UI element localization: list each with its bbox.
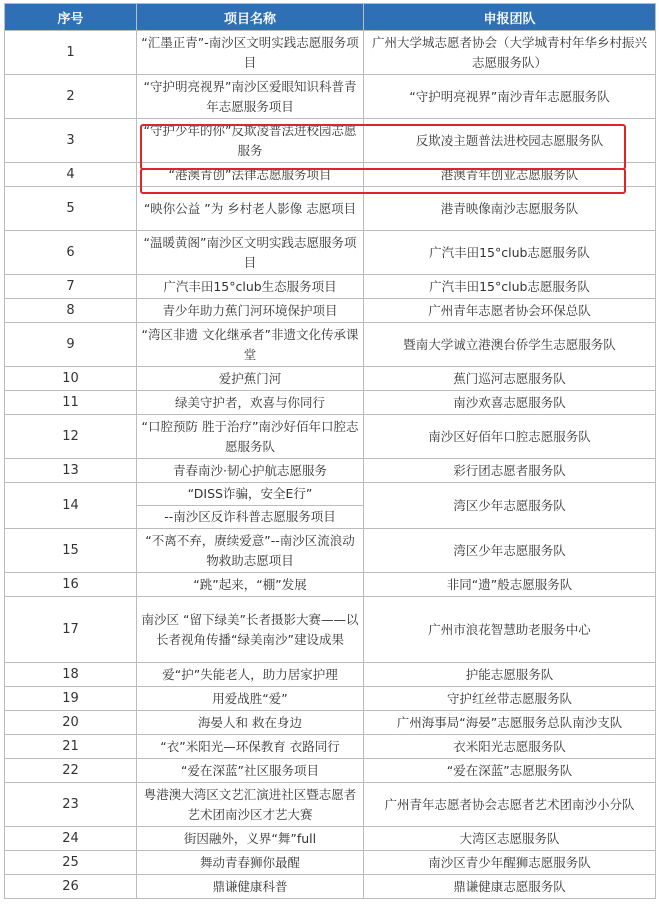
team-name: 非同“遗”般志愿服务队 <box>364 573 656 597</box>
table-row <box>5 415 656 459</box>
project-name: “衣”米阳光—环保教育 衣路同行 <box>137 735 364 759</box>
table-row <box>5 851 656 875</box>
project-name: “湾区非遗 文化继承者”非遗文化传承课堂 <box>137 323 364 367</box>
table-row <box>5 163 656 187</box>
team-name: 南沙区青少年醒狮志愿服务队 <box>364 851 656 875</box>
table-row <box>5 687 656 711</box>
table-row <box>5 31 656 75</box>
team-name: 广州青年志愿者协会环保总队 <box>364 299 656 323</box>
row-number: 2 <box>5 75 137 119</box>
row-number: 8 <box>5 299 137 323</box>
team-name: “爱在深蓝”志愿服务队 <box>364 759 656 783</box>
project-name: “守护明亮视界”南沙区爱眼知识科普青年志愿服务项目 <box>137 75 364 119</box>
team-name: 广州大学城志愿者协会（大学城青村年华乡村振兴志愿服务队） <box>364 31 656 75</box>
project-name: “映你公益 ”为 乡村老人影像 志愿项目 <box>137 187 364 231</box>
team-name: 广汽丰田15°club志愿服务队 <box>364 231 656 275</box>
row-number: 6 <box>5 231 137 275</box>
project-name: 广汽丰田15°club生态服务项目 <box>137 275 364 299</box>
team-name: 广州青年志愿者协会志愿者艺术团南沙小分队 <box>364 783 656 827</box>
table-row <box>5 275 656 299</box>
project-name: 绿美守护者，欢喜与你同行 <box>137 391 364 415</box>
project-name: 南沙区 “留下绿美”长者摄影大赛——以长者视角传播“绿美南沙”建设成果 <box>137 597 364 663</box>
team-name: 蕉门巡河志愿服务队 <box>364 367 656 391</box>
project-name: 鼎谦健康科普 <box>137 875 364 899</box>
project-name: 爱护蕉门河 <box>137 367 364 391</box>
project-name: 青春南沙·韧心护航志愿服务 <box>137 459 364 483</box>
row-number: 12 <box>5 415 137 459</box>
project-name: “守护少年的你”反欺凌普法进校园志愿服务 <box>137 119 364 163</box>
table-row <box>5 783 656 827</box>
table-row <box>5 367 656 391</box>
row-number: 11 <box>5 391 137 415</box>
table-row <box>5 875 656 899</box>
project-name: 舞动青春狮你最醒 <box>137 851 364 875</box>
table-row <box>5 299 656 323</box>
row-number: 23 <box>5 783 137 827</box>
team-name: 守护红丝带志愿服务队 <box>364 687 656 711</box>
table-row <box>5 323 656 367</box>
project-name: 海晏人和 救在身边 <box>137 711 364 735</box>
row-number: 3 <box>5 119 137 163</box>
project-name: 爱“护”失能老人，助力居家护理 <box>137 663 364 687</box>
team-name: 湾区少年志愿服务队 <box>364 529 656 573</box>
table-row <box>5 827 656 851</box>
team-name: 彩行团志愿者服务队 <box>364 459 656 483</box>
team-name: 暨南大学诚立港澳台侨学生志愿服务队 <box>364 323 656 367</box>
row-number: 5 <box>5 187 137 231</box>
table-row <box>5 663 656 687</box>
row-number: 18 <box>5 663 137 687</box>
row-number: 25 <box>5 851 137 875</box>
table-row <box>5 529 656 573</box>
row-number: 26 <box>5 875 137 899</box>
row-number: 9 <box>5 323 137 367</box>
row-number: 16 <box>5 573 137 597</box>
row-number: 4 <box>5 163 137 187</box>
row-number: 24 <box>5 827 137 851</box>
project-name: 街因融外，义界“舞”full <box>137 827 364 851</box>
header-row <box>5 4 656 31</box>
row-number: 15 <box>5 529 137 573</box>
header-team: 申报团队 <box>364 4 656 31</box>
project-name: “爱在深蓝”社区服务项目 <box>137 759 364 783</box>
row-number: 10 <box>5 367 137 391</box>
header-no: 序号 <box>5 4 137 31</box>
table-row <box>5 119 656 163</box>
team-name: 湾区少年志愿服务队 <box>364 483 656 529</box>
table-row <box>5 597 656 663</box>
team-name: 大湾区志愿服务队 <box>364 827 656 851</box>
project-name: “不离不弃，赓续爱意”--南沙区流浪动物救助志愿项目 <box>137 529 364 573</box>
row-number: 22 <box>5 759 137 783</box>
row-number: 17 <box>5 597 137 663</box>
row-number: 20 <box>5 711 137 735</box>
table-row <box>5 187 656 231</box>
table-row <box>5 483 656 506</box>
table-row <box>5 391 656 415</box>
project-name: “DISS诈骗，安全E行” <box>137 483 364 506</box>
row-number: 1 <box>5 31 137 75</box>
row-number: 7 <box>5 275 137 299</box>
table-row <box>5 573 656 597</box>
row-number: 19 <box>5 687 137 711</box>
row-number: 21 <box>5 735 137 759</box>
table-row <box>5 231 656 275</box>
header-project: 项目名称 <box>137 4 364 31</box>
row-number: 13 <box>5 459 137 483</box>
table-row <box>5 759 656 783</box>
team-name: 港澳青年创业志愿服务队 <box>364 163 656 187</box>
team-name: 反欺凌主题普法进校园志愿服务队 <box>364 119 656 163</box>
row-number: 14 <box>5 483 137 529</box>
team-name: 广汽丰田15°club志愿服务队 <box>364 275 656 299</box>
table-row <box>5 75 656 119</box>
team-name: 港青映像南沙志愿服务队 <box>364 187 656 231</box>
project-name: “口腔预防 胜于治疗”南沙好佰年口腔志愿服务队 <box>137 415 364 459</box>
project-name-continued: --南沙区反诈科普志愿服务项目 <box>137 506 364 529</box>
table-row <box>5 459 656 483</box>
project-name: “汇墨正青”-南沙区文明实践志愿服务项目 <box>137 31 364 75</box>
project-name: 粤港澳大湾区文艺汇演进社区暨志愿者艺术团南沙区才艺大赛 <box>137 783 364 827</box>
project-name: “温暖黄阁”南沙区文明实践志愿服务项目 <box>137 231 364 275</box>
table-row <box>5 711 656 735</box>
team-name: 南沙区好佰年口腔志愿服务队 <box>364 415 656 459</box>
team-name: 南沙欢喜志愿服务队 <box>364 391 656 415</box>
table-row <box>5 735 656 759</box>
team-name: 鼎谦健康志愿服务队 <box>364 875 656 899</box>
project-name: “跳”起来，“棚”发展 <box>137 573 364 597</box>
team-name: 衣米阳光志愿服务队 <box>364 735 656 759</box>
team-name: “守护明亮视界”南沙青年志愿服务队 <box>364 75 656 119</box>
project-table <box>4 3 656 899</box>
project-name: 青少年助力蕉门河环境保护项目 <box>137 299 364 323</box>
project-name: 用爱战胜“爱” <box>137 687 364 711</box>
team-name: 广州市浪花智慧助老服务中心 <box>364 597 656 663</box>
project-name: “港澳青创”法律志愿服务项目 <box>137 163 364 187</box>
team-name: 护能志愿服务队 <box>364 663 656 687</box>
team-name: 广州海事局“海晏”志愿服务总队南沙支队 <box>364 711 656 735</box>
